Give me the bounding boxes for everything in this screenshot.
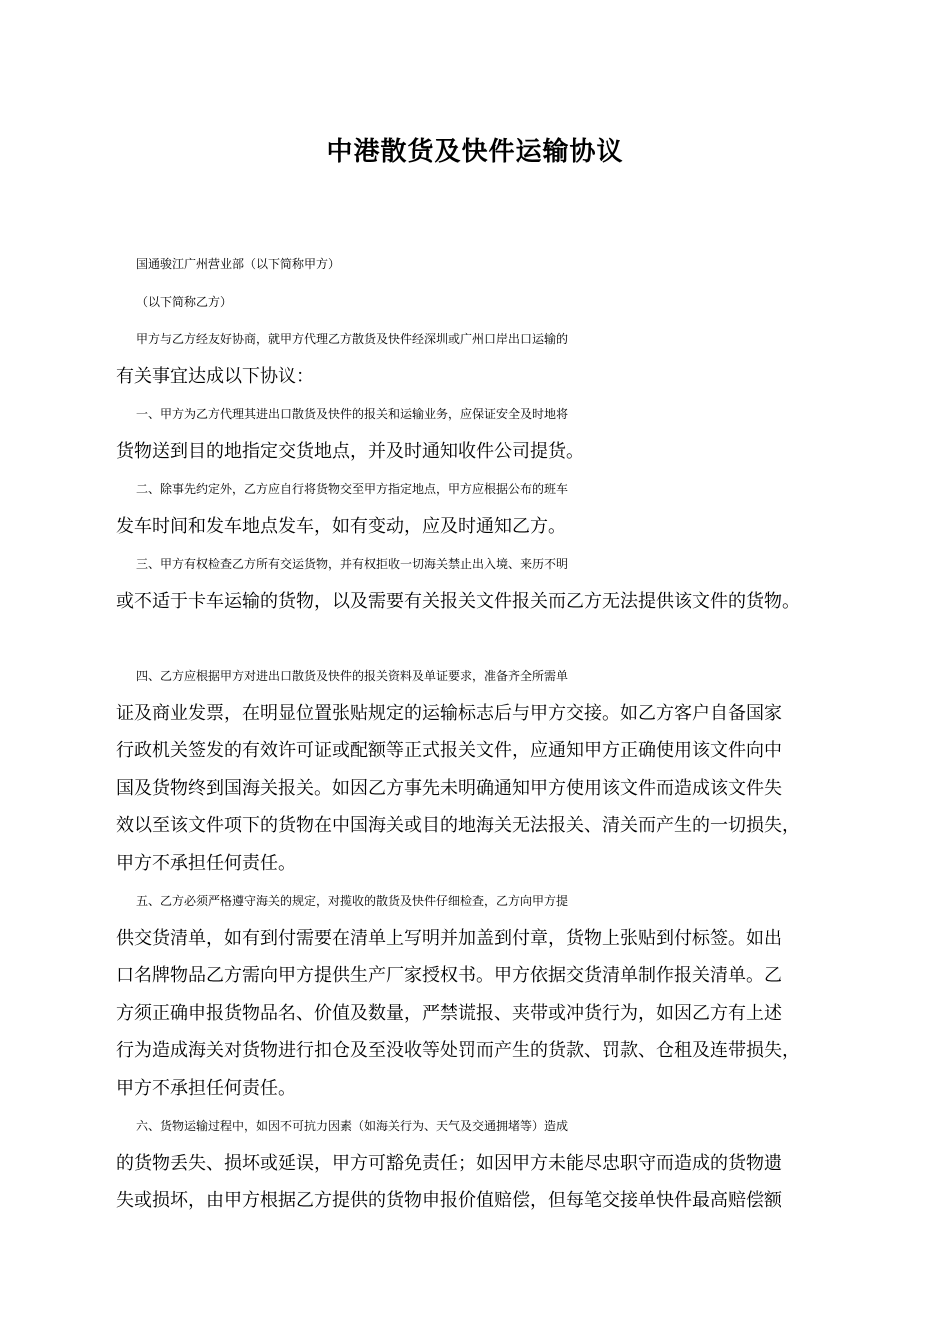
clause-4-line-1: 四、乙方应根据甲方对进出口散货及快件的报关资料及单证要求，准备齐全所需单 (136, 669, 569, 683)
clause-4-line-2: 证及商业发票，在明显位置张贴规定的运输标志后与甲方交接。如乙方客户自备国家 (116, 703, 782, 724)
clause-5-line-1: 五、乙方必须严格遵守海关的规定，对揽收的散货及快件仔细检查，乙方向甲方提 (136, 894, 569, 908)
clause-5-line-5: 行为造成海关对货物进行扣仓及至没收等处罚而产生的货款、罚款、仓租及连带损失， (116, 1040, 800, 1061)
clause-2-line-1: 二、除事先约定外，乙方应自行将货物交至甲方指定地点，甲方应根据公布的班车 (136, 482, 569, 496)
clause-6-line-2: 的货物丢失、损坏或延误，甲方可豁免责任；如因甲方未能尽忠职守而造成的货物遗 (116, 1153, 782, 1174)
party-b-line: （以下简称乙方） (136, 295, 233, 309)
clause-5-line-6: 甲方不承担任何责任。 (116, 1078, 296, 1099)
clause-4-line-4: 国及货物终到国海关报关。如因乙方事先未明确通知甲方使用该文件而造成该文件失 (116, 778, 782, 799)
clause-5-line-2: 供交货清单，如有到付需要在清单上写明并加盖到付章，货物上张贴到付标签。如出 (116, 928, 782, 949)
party-a-line: 国通骏江广州营业部（以下简称甲方） (136, 257, 341, 271)
document-title: 中港散货及快件运输协议 (326, 137, 624, 167)
clause-6-line-3: 失或损坏，由甲方根据乙方提供的货物申报价值赔偿，但每笔交接单快件最高赔偿额 (116, 1190, 782, 1211)
clause-5-line-4: 方须正确申报货物品名、价值及数量，严禁谎报、夹带或冲货行为，如因乙方有上述 (116, 1003, 782, 1024)
clause-5-line-3: 口名牌物品乙方需向甲方提供生产厂家授权书。甲方依据交货清单制作报关清单。乙 (116, 965, 782, 986)
clause-3-line-2: 或不适于卡车运输的货物，以及需要有关报关文件报关而乙方无法提供该文件的货物。 (116, 591, 800, 612)
clause-3-line-1: 三、甲方有权检查乙方所有交运货物，并有权拒收一切海关禁止出入境、来历不明 (136, 557, 569, 571)
clause-1-line-2: 货物送到目的地指定交货地点，并及时通知收件公司提货。 (116, 441, 584, 462)
clause-4-line-3: 行政机关签发的有效许可证或配额等正式报关文件，应通知甲方正确使用该文件向中 (116, 740, 782, 761)
preamble-line-2: 有关事宜达成以下协议： (116, 366, 314, 387)
clause-2-line-2: 发车时间和发车地点发车，如有变动，应及时通知乙方。 (116, 516, 566, 537)
preamble-line-1: 甲方与乙方经友好协商，就甲方代理乙方散货及快件经深圳或广州口岸出口运输的 (136, 332, 569, 346)
clause-1-line-1: 一、甲方为乙方代理其进出口散货及快件的报关和运输业务，应保证安全及时地将 (136, 407, 569, 421)
clause-6-line-1: 六、货物运输过程中，如因不可抗力因素（如海关行为、天气及交通拥堵等）造成 (136, 1119, 569, 1133)
clause-4-line-5: 效以至该文件项下的货物在中国海关或目的地海关无法报关、清关而产生的一切损失， (116, 815, 800, 836)
clause-4-line-6: 甲方不承担任何责任。 (116, 853, 296, 874)
